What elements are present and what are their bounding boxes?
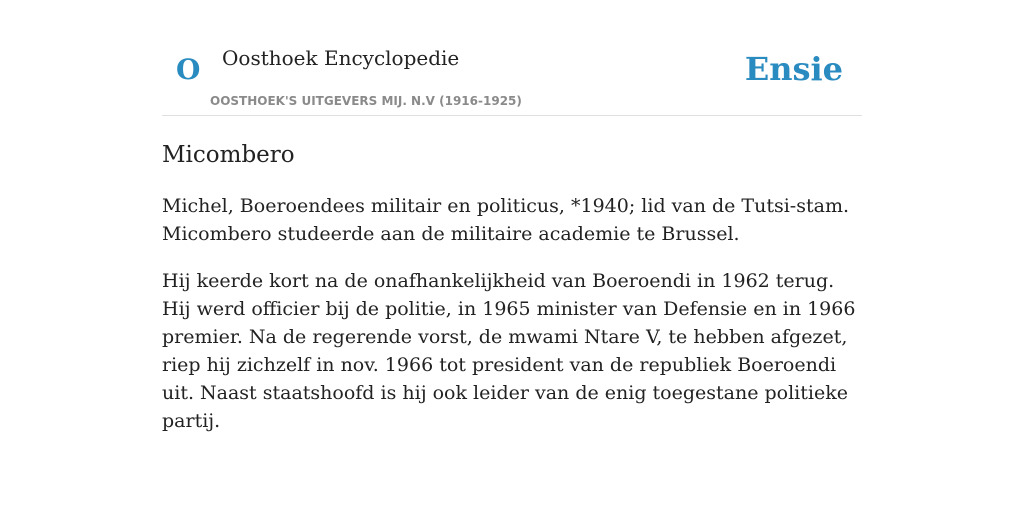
source-logo-letter[interactable]: O [176, 53, 201, 86]
entry-paragraph: Michel, Boeroendees militair en politicus, *1940; lid van de Tutsi-stam. Micombero studeerde aan de militaire academie te Brussel. [162, 195, 849, 245]
source-header [162, 0, 862, 116]
page [162, 0, 862, 512]
source-subtitle: OOSTHOEK'S UITGEVERS MIJ. N.V (1916-1925) [210, 94, 522, 108]
source-title[interactable]: Oosthoek Encyclopedie [222, 46, 460, 70]
ensie-logo[interactable]: Ensie [744, 50, 843, 88]
entry-paragraph: Hij keerde kort na de onafhankelijkheid van Boeroendi in 1962 terug. Hij werd officier bij de politie, in 1965 minister van Defensie en in 1966 premier. Na de regerende vorst, de mwami Ntare V, te hebben afgezet, riep hij zichzelf in nov. 1966 tot president van de republiek Boeroendi uit. Naast staatshoofd is hij ook leider van de enig toegestane politieke partij. [162, 270, 856, 432]
entry-title: Micombero [162, 142, 295, 168]
